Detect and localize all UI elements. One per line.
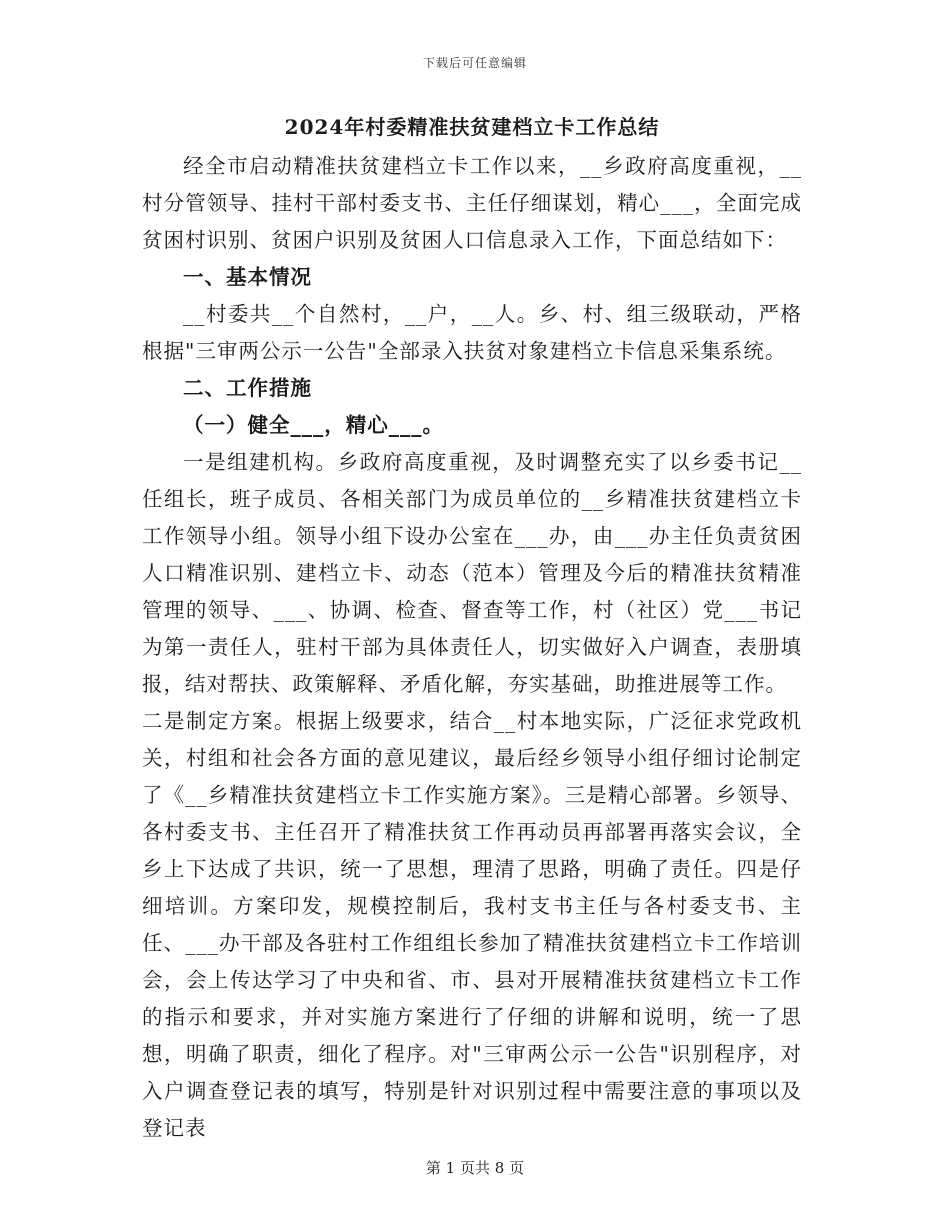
section-basic-paragraph: __村委共__个自然村，__户，__人。乡、村、组三级联动，严格根据"三审两公示一公告"全部录入扶贫对象建档立卡信息采集系统。 — [142, 302, 802, 363]
section-heading-basic: 一、基本情况 — [183, 265, 312, 289]
section-heading-measures: 二、工作措施 — [183, 376, 312, 400]
subsection-1-paragraph: 一是组建机构。乡政府高度重视，及时调整充实了以乡委书记__任组长，班子成员、各相关部门为成员单位的__乡精准扶贫建档立卡工作领导小组。领导小组下设办公室在___办，由___办主任负责贫困人口精准识别、建档立卡、动态（范本）管理及今后的精准扶贫精准管理的领导、___、协调、检查、督查等工作，村（社区）党___书记为第一责任人，驻村干部为具体责任人，切实做好入户调查，表册填报，结对帮扶、政策解释、矛盾化解，夯实基础，助推进展等工作。 — [142, 450, 802, 696]
subsection-heading-1: （一）健全___，精心___。 — [183, 413, 444, 437]
document-title: 2024年村委精准扶贫建档立卡工作总结 — [284, 115, 660, 139]
document-body — [142, 112, 802, 1147]
page-number: 第 1 页共 8 页 — [425, 1159, 525, 1177]
subsection-1-paragraph-continued: 二是制定方案。根据上级要求，结合__村本地实际，广泛征求党政机关，村组和社会各方面的意见建议，最后经乡领导小组仔细讨论制定了《__乡精准扶贫建档立卡工作实施方案》。三是精心部署。乡领导、各村委支书、主任召开了精准扶贫工作再动员再部署再落实会议，全乡上下达成了共识，统一了思想，理清了思路，明确了责任。四是仔细培训。方案印发，规模控制后，我村支书主任与各村委支书、主任、___办干部及各驻村工作组组长参加了精准扶贫建档立卡工作培训会，会上传达学习了中央和省、市、县对开展精准扶贫建档立卡工作的指示和要求，并对实施方案进行了仔细的讲解和说明，统一了思想，明确了职责，细化了程序。对"三审两公示一公告"识别程序，对入户调查登记表的填写，特别是针对识别过程中需要注意的事项以及登记表 — [142, 709, 802, 1140]
intro-paragraph: 经全市启动精准扶贫建档立卡工作以来，__乡政府高度重视，__村分管领导、挂村干部村委支书、主任仔细谋划，精心___，全面完成贫困村识别、贫困户识别及贫困人口信息录入工作，下面总结如下： — [142, 154, 802, 252]
header-note: 下载后可任意编辑 — [422, 56, 527, 70]
